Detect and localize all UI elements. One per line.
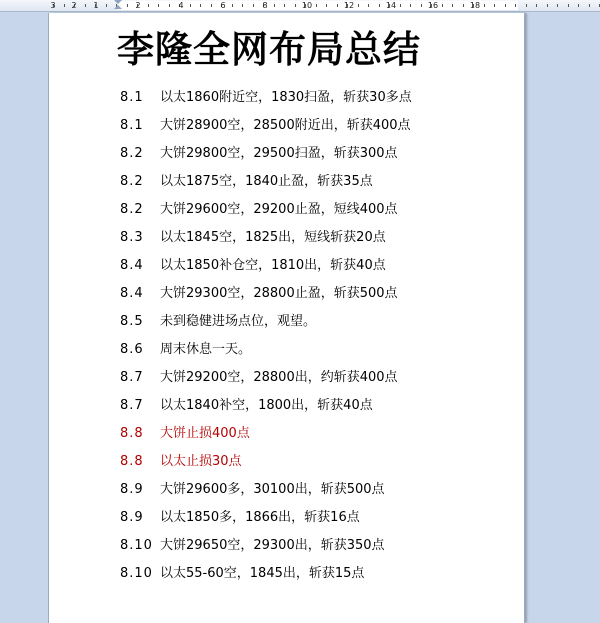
ruler-number: 12 [343, 1, 355, 10]
hanging-indent-icon[interactable] [114, 5, 122, 9]
ruler-tick [253, 4, 254, 7]
entry-text: 大饼29600空，29200止盈，短线400点 [160, 202, 398, 217]
entry-date: 8.2 [120, 146, 144, 161]
entry-date: 8.9 [120, 482, 144, 497]
ruler-tick [148, 4, 149, 7]
document-title: 李隆全网布局总结 [117, 27, 421, 71]
entry-date: 8.1 [120, 90, 144, 105]
entry-text: 大饼29600多，30100出，斩获500点 [160, 482, 385, 497]
entry-date: 8.4 [120, 258, 144, 273]
entry-date: 8.1 [120, 118, 144, 133]
ruler-tick [547, 4, 548, 7]
entry-date: 8.10 [120, 538, 153, 553]
entry-text: 大饼29650空，29300出，斩获350点 [160, 538, 385, 553]
entry-text: 以太1860附近空，1830扫盈，斩获30多点 [160, 90, 412, 105]
entry-text: 未到稳健进场点位，观望。 [160, 314, 317, 329]
ruler-tick [295, 4, 296, 7]
ruler-tick [158, 4, 159, 7]
ruler-number: 1 [93, 1, 99, 10]
ruler-tick [326, 4, 327, 7]
horizontal-ruler[interactable] [0, 0, 600, 12]
entry-text: 以太1875空，1840止盈，斩获35点 [160, 174, 373, 189]
entry-text: 大饼止损400点 [160, 426, 250, 441]
ruler-tick [358, 4, 359, 7]
indent-marker-icon[interactable] [114, 0, 122, 11]
ruler-number: 3 [50, 1, 56, 10]
ruler-tick [568, 4, 569, 7]
ruler-tick [368, 4, 369, 7]
entry-text: 以太1850多，1866出，斩获16点 [160, 510, 360, 525]
ruler-tick [442, 4, 443, 7]
ruler-tick [484, 4, 485, 7]
ruler-number: 8 [262, 1, 268, 10]
ruler-tick [274, 4, 275, 7]
ruler-tick [379, 4, 380, 7]
ruler-tick [536, 4, 537, 7]
ruler-tick [410, 4, 411, 7]
entry-text: 以太止损30点 [160, 454, 242, 469]
entry-text: 以太55-60空，1845出，斩获15点 [160, 566, 365, 581]
entry-date: 8.10 [120, 566, 153, 581]
entry-date: 8.4 [120, 286, 144, 301]
ruler-tick [106, 4, 107, 7]
entry-text: 以太1840补空，1800出，斩获40点 [160, 398, 373, 413]
ruler-tick [526, 4, 527, 7]
entry-text: 以太1845空，1825出，短线斩获20点 [160, 230, 386, 245]
entry-text: 以太1850补仓空，1810出，斩获40点 [160, 258, 386, 273]
ruler-number: 10 [301, 1, 313, 10]
ruler-tick [557, 4, 558, 7]
ruler-tick [127, 4, 128, 7]
ruler-numbers [0, 0, 600, 11]
entry-date: 8.2 [120, 202, 144, 217]
entry-text: 大饼29800空，29500扫盈，斩获300点 [160, 146, 398, 161]
ruler-tick [421, 4, 422, 7]
ruler-tick [400, 4, 401, 7]
ruler-tick [85, 4, 86, 7]
entry-text: 大饼29300空，28800止盈，斩获500点 [160, 286, 398, 301]
first-line-indent-icon[interactable] [114, 0, 122, 4]
entry-date: 8.8 [120, 426, 144, 441]
ruler-number: 18 [469, 1, 481, 10]
ruler-tick [505, 4, 506, 7]
ruler-tick [200, 4, 201, 7]
ruler-tick [64, 4, 65, 7]
entry-date: 8.7 [120, 398, 144, 413]
ruler-tick [316, 4, 317, 7]
ruler-tick [337, 4, 338, 7]
ruler-tick [242, 4, 243, 7]
entry-text: 大饼28900空，28500附近出，斩获400点 [160, 118, 411, 133]
entry-date: 8.8 [120, 454, 144, 469]
ruler-number: 4 [178, 1, 184, 10]
ruler-tick [589, 4, 590, 7]
ruler-number: 2 [71, 1, 77, 10]
ruler-tick [232, 4, 233, 7]
document-page[interactable] [48, 13, 525, 623]
ruler-tick [578, 4, 579, 7]
entry-date: 8.9 [120, 510, 144, 525]
ruler-tick [452, 4, 453, 7]
entry-text: 大饼29200空，28800出，约斩获400点 [160, 370, 398, 385]
entry-date: 8.5 [120, 314, 144, 329]
ruler-tick [494, 4, 495, 7]
ruler-tick [463, 4, 464, 7]
entry-date: 8.6 [120, 342, 144, 357]
ruler-tick [515, 4, 516, 7]
ruler-number: 2 [135, 1, 141, 10]
entry-text: 周末休息一天。 [160, 342, 252, 357]
ruler-tick [211, 4, 212, 7]
ruler-tick [190, 4, 191, 7]
entry-date: 8.2 [120, 174, 144, 189]
ruler-number: 14 [385, 1, 397, 10]
ruler-tick [284, 4, 285, 7]
ruler-tick [169, 4, 170, 7]
ruler-number: 6 [220, 1, 226, 10]
ruler-number: 16 [427, 1, 439, 10]
entry-date: 8.3 [120, 230, 144, 245]
entry-date: 8.7 [120, 370, 144, 385]
